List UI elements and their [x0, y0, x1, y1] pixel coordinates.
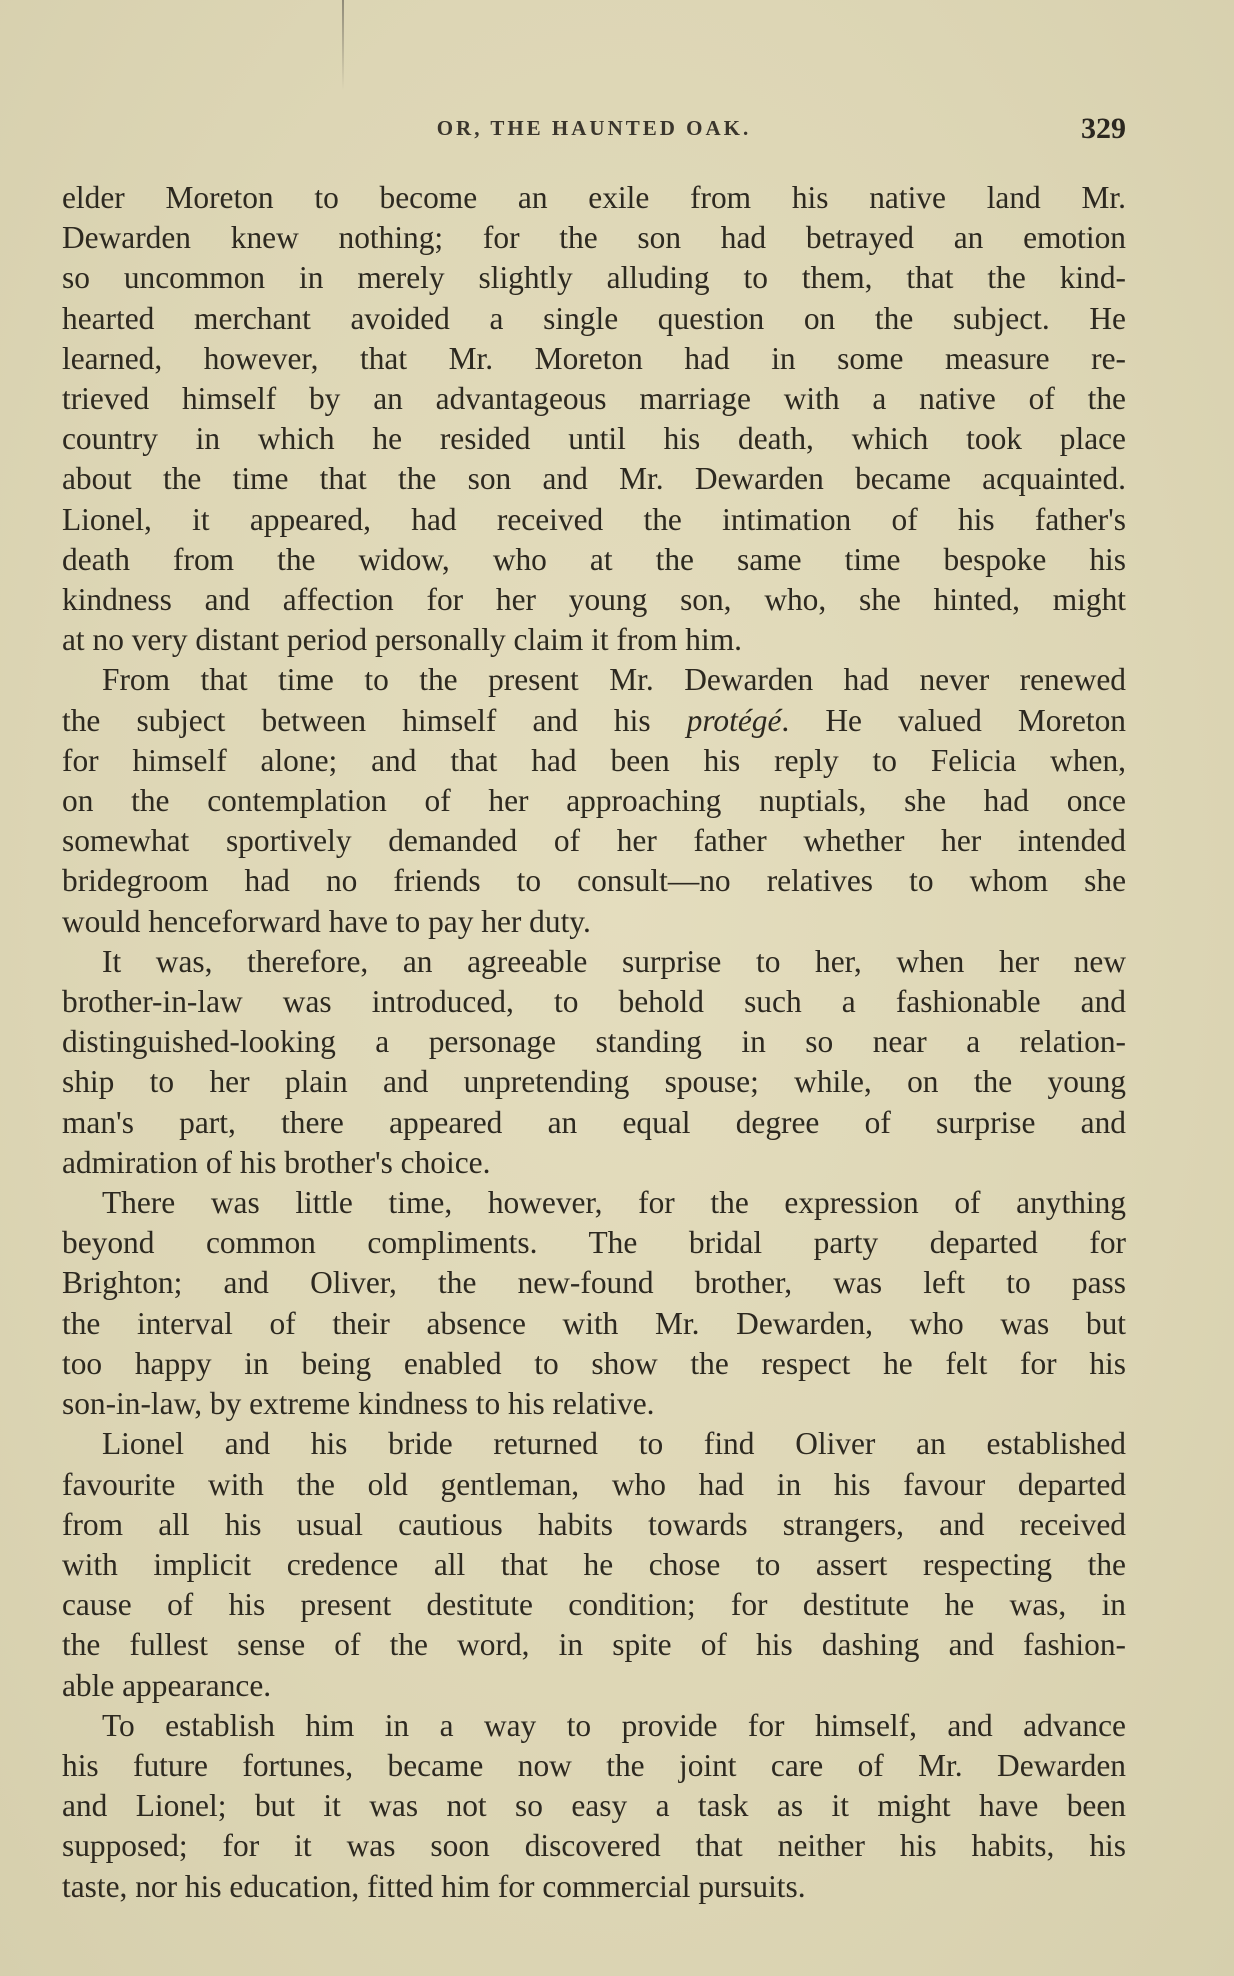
page-number: 329: [1081, 112, 1126, 145]
text-line: brother-in-law was introduced, to behold such a fashionable and: [62, 984, 1126, 1020]
text-line: trieved himself by an advantageous marriage with a native of the: [62, 381, 1126, 417]
text-line: ship to her plain and unpretending spouse; while, on the young: [62, 1064, 1126, 1100]
text-line: too happy in being enabled to show the respect he felt for his: [62, 1345, 1126, 1381]
text-line: somewhat sportively demanded of her father whether her intended: [62, 823, 1126, 859]
text-line: kindness and affection for her young son, who, she hinted, might: [62, 582, 1126, 618]
text-line: the fullest sense of the word, in spite of his dashing and fashion-: [62, 1627, 1126, 1663]
text-line: bridegroom had no friends to consult—no relatives to whom she: [62, 863, 1126, 899]
text-line: There was little time, however, for the expression of anything: [102, 1185, 1126, 1221]
text-line: death from the widow, who at the same time bespoke his: [62, 541, 1126, 577]
text-line: for himself alone; and that had been his reply to Felicia when,: [62, 742, 1126, 778]
text-line: his future fortunes, became now the joint care of Mr. Dewarden: [62, 1747, 1126, 1783]
text-span: the subject between himself and his: [62, 702, 687, 738]
text-line: Lionel and his bride returned to find Oliver an established: [102, 1426, 1126, 1462]
text-span: . He valued Moreton: [781, 702, 1126, 738]
text-line: so uncommon in merely slightly alluding to them, that the kind-: [62, 260, 1126, 296]
paragraph: [62, 1183, 1126, 1424]
paragraph: [62, 1706, 1126, 1907]
running-header: [62, 112, 1126, 148]
text-line: To establish him in a way to provide for himself, and advance: [102, 1707, 1126, 1743]
paragraph: [62, 942, 1126, 1183]
text-line: beyond common compliments. The bridal party departed for: [62, 1225, 1126, 1261]
binding-shadow-line: [342, 0, 344, 90]
text-line: Dewarden knew nothing; for the son had betrayed an emotion: [62, 220, 1126, 256]
text-line: man's part, there appeared an equal degree of surprise and: [62, 1104, 1126, 1140]
body-text: [62, 178, 1126, 1907]
text-line: hearted merchant avoided a single question on the subject. He: [62, 300, 1126, 336]
text-line: at no very distant period personally claim it from him.: [62, 622, 742, 658]
text-line: with implicit credence all that he chose to assert respecting the: [62, 1546, 1126, 1582]
paragraph: [62, 660, 1126, 941]
paragraph: [62, 178, 1126, 660]
text-line: and Lionel; but it was not so easy a task as it might have been: [62, 1788, 1126, 1824]
text-line: favourite with the old gentleman, who had in his favour departed: [62, 1466, 1126, 1502]
text-line: taste, nor his education, fitted him for commercial pursuits.: [62, 1868, 806, 1904]
text-line: son-in-law, by extreme kindness to his relative.: [62, 1386, 655, 1422]
text-line: country in which he resided until his death, which took place: [62, 421, 1126, 457]
text-line: From that time to the present Mr. Dewarden had never renewed: [102, 662, 1126, 698]
paragraph: [62, 1424, 1126, 1705]
text-line: Lionel, it appeared, had received the intimation of his father's: [62, 501, 1126, 537]
running-title: OR, THE HAUNTED OAK.: [436, 116, 752, 140]
italic-word-protege: protégé: [686, 702, 782, 738]
text-line: cause of his present destitute condition; for destitute he was, in: [62, 1587, 1126, 1623]
text-line: It was, therefore, an agreeable surprise to her, when her new: [102, 943, 1126, 979]
text-line: able appearance.: [62, 1667, 272, 1703]
text-line: [62, 701, 1126, 741]
text-line: on the contemplation of her approaching nuptials, she had once: [62, 783, 1126, 819]
text-line: supposed; for it was soon discovered that neither his habits, his: [62, 1828, 1126, 1864]
text-line: distinguished-looking a personage standing in so near a relation-: [62, 1024, 1126, 1060]
text-line: admiration of his brother's choice.: [62, 1144, 491, 1180]
text-line: the interval of their absence with Mr. Dewarden, who was but: [62, 1305, 1126, 1341]
text-line: about the time that the son and Mr. Dewarden became acquainted.: [62, 461, 1126, 497]
text-line: Brighton; and Oliver, the new-found brother, was left to pass: [62, 1265, 1126, 1301]
text-line: learned, however, that Mr. Moreton had in some measure re-: [62, 340, 1126, 376]
text-line: elder Moreton to become an exile from his native land Mr.: [62, 180, 1126, 215]
text-line: would henceforward have to pay her duty.: [62, 903, 591, 939]
text-line: from all his usual cautious habits towards strangers, and received: [62, 1506, 1126, 1542]
